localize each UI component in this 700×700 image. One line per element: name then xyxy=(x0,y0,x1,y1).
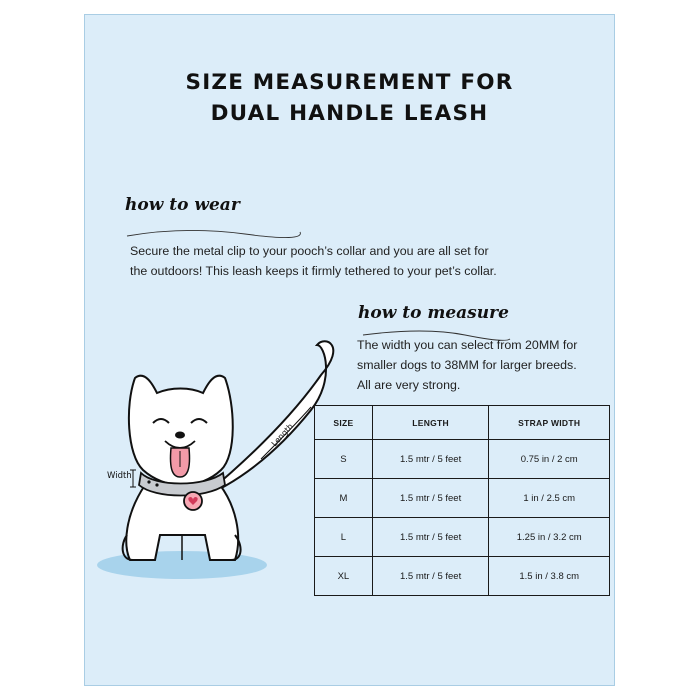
header-strap-width: STRAP WIDTH xyxy=(489,406,610,440)
size-cell: XL xyxy=(315,557,373,596)
length-cell: 1.5 mtr / 5 feet xyxy=(372,479,489,518)
how-to-wear-heading: how to wear xyxy=(125,195,240,215)
length-cell: 1.5 mtr / 5 feet xyxy=(372,518,489,557)
table-row xyxy=(315,479,610,518)
how-to-measure-line-3: All are very strong. xyxy=(357,378,461,392)
table-row xyxy=(315,557,610,596)
size-cell: M xyxy=(315,479,373,518)
title-line-1: SIZE MEASUREMENT FOR xyxy=(185,70,514,95)
how-to-measure-line-1: The width you can select from 20MM for xyxy=(357,338,578,352)
strap-width-cell: 1.25 in / 3.2 cm xyxy=(489,518,610,557)
size-cell: S xyxy=(315,440,373,479)
how-to-wear-line-1: Secure the metal clip to your pooch’s collar and you are all set for xyxy=(130,244,489,258)
length-label: Length xyxy=(269,421,295,449)
strap-width-cell: 0.75 in / 2 cm xyxy=(489,440,610,479)
title-line-2: DUAL HANDLE LEASH xyxy=(210,101,489,126)
table-row xyxy=(315,440,610,479)
dog xyxy=(123,376,241,560)
size-cell: L xyxy=(315,518,373,557)
how-to-wear-line-2: the outdoors! This leash keeps it firmly tethered to your pet’s collar. xyxy=(130,264,497,278)
header-length: LENGTH xyxy=(372,406,489,440)
strap-width-cell: 1.5 in / 3.8 cm xyxy=(489,557,610,596)
length-cell: 1.5 mtr / 5 feet xyxy=(372,557,489,596)
length-cell: 1.5 mtr / 5 feet xyxy=(372,440,489,479)
info-card xyxy=(84,14,615,686)
width-label: Width xyxy=(107,471,132,481)
size-table xyxy=(314,405,610,596)
strap-width-cell: 1 in / 2.5 cm xyxy=(489,479,610,518)
table-row xyxy=(315,518,610,557)
table-header-row xyxy=(315,406,610,440)
how-to-measure-heading: how to measure xyxy=(358,303,509,323)
nose xyxy=(175,432,185,439)
how-to-measure-line-2: smaller dogs to 38MM for larger breeds. xyxy=(357,358,577,372)
header-size: SIZE xyxy=(315,406,373,440)
